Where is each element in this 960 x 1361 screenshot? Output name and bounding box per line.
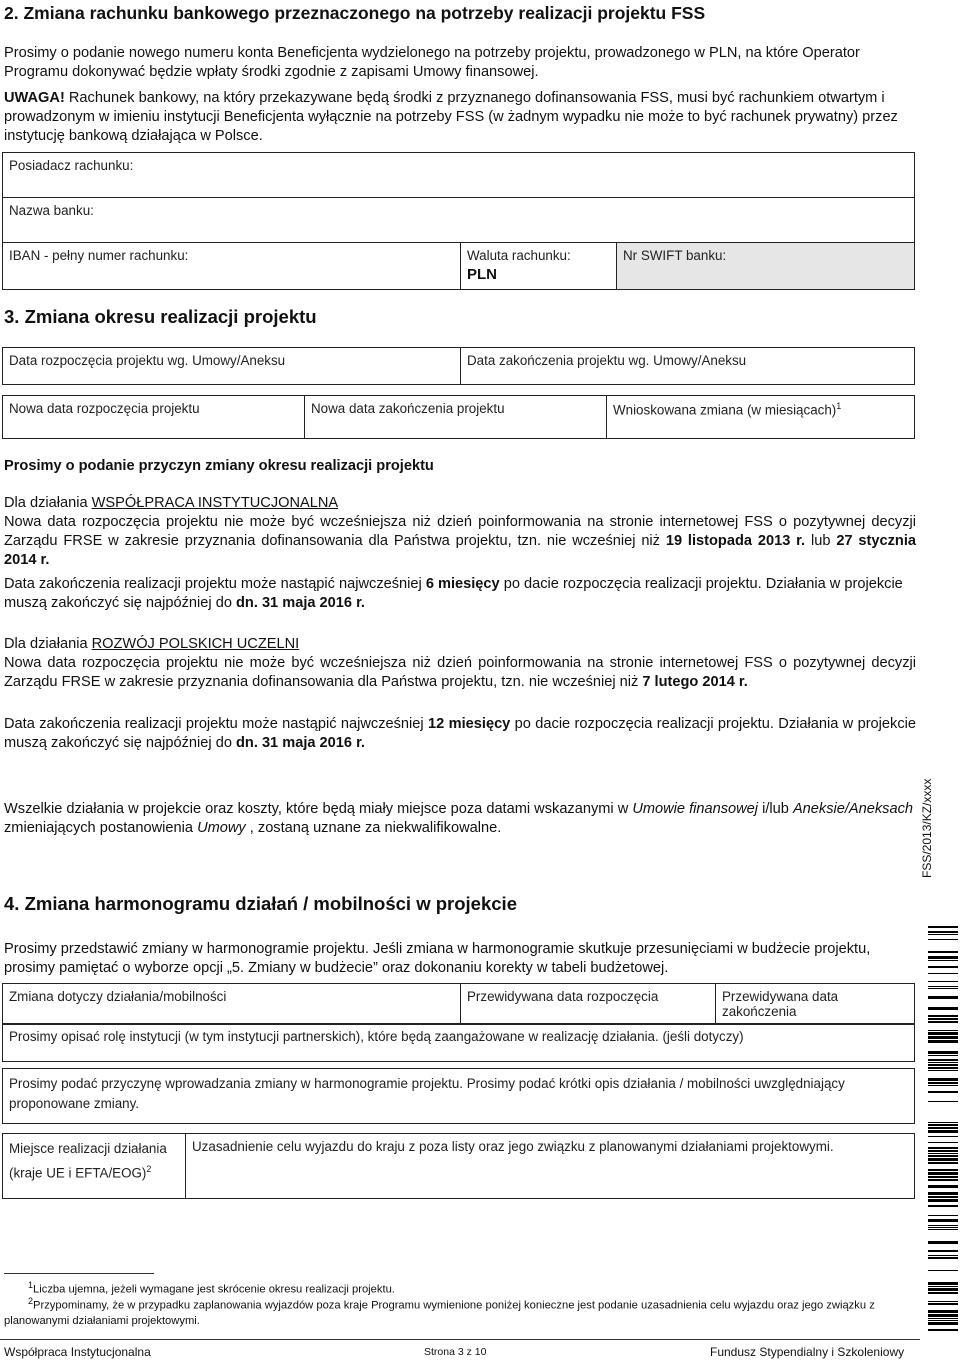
section-4-title: 4. Zmiana harmonogramu działań / mobilności w projekcie xyxy=(4,893,517,914)
barcode-bar xyxy=(928,1018,958,1020)
barcode-bar xyxy=(928,1122,958,1123)
swift-field[interactable] xyxy=(617,243,915,290)
barcode-bar xyxy=(928,1227,958,1228)
footnote-2-text: Przypominamy, że w przypadku zaplanowania wyjazdów poza kraje Programu wymienione poniżej konieczne jest podanie uzasadnienia celu wyjazdu oraz jego związku z planowanymi działaniami projektowymi. xyxy=(4,1299,875,1327)
barcode-bar xyxy=(928,926,958,928)
barcode-bar xyxy=(928,1241,958,1244)
footer-left: Współpraca Instytucjonalna xyxy=(4,1345,151,1359)
barcode-image xyxy=(928,926,958,1336)
barcode-bar xyxy=(928,1303,958,1305)
note-umowy: Umowy xyxy=(197,820,246,836)
barcode-bar xyxy=(928,1196,958,1198)
barcode-bar xyxy=(928,1301,958,1302)
note-text-c: i/lub xyxy=(758,801,793,817)
barcode-bar xyxy=(928,1292,958,1294)
footnote-2 xyxy=(4,1294,918,1329)
bank-name-field[interactable] xyxy=(3,198,915,243)
barcode-bar xyxy=(928,939,958,940)
original-start-date-field[interactable] xyxy=(3,348,461,385)
footnote-2-number: 2 xyxy=(28,1296,34,1306)
activity-label: Zmiana dotyczy działania/mobilności xyxy=(9,989,227,1004)
barcode-bar xyxy=(928,1320,958,1321)
barcode-bar xyxy=(928,1136,958,1137)
action-1-start-rule xyxy=(4,513,916,570)
action-2-deadline: dn. 31 maja 2016 r. xyxy=(236,735,365,751)
bank-name-label: Nazwa banku: xyxy=(9,203,94,218)
institution-role-field[interactable] xyxy=(3,1024,915,1062)
barcode-bar xyxy=(928,1310,958,1313)
justification-field[interactable] xyxy=(186,1134,915,1199)
barcode-bar xyxy=(928,1250,958,1252)
action-1-prefix: Dla działania xyxy=(4,495,92,511)
barcode-bar xyxy=(928,1055,958,1056)
action-2-end-text-c: po dacie rozpoczęcia realizacji projektu. Działania w projekcie muszą zakończyć się najpóźniej do xyxy=(4,716,916,751)
barcode-bar xyxy=(928,1229,958,1230)
planned-end-field[interactable] xyxy=(716,984,915,1025)
action-1-end-text-c: po dacie rozpoczęcia realizacji projektu. Działania w projekcie muszą zakończyć się najpóźniej do xyxy=(4,576,903,611)
footnote-1-number: 1 xyxy=(28,1280,34,1290)
barcode-bar xyxy=(928,1091,958,1093)
barcode-bar xyxy=(928,1322,958,1325)
currency-field xyxy=(461,243,617,290)
action-1-start-text: Nowa data rozpoczęcia projektu nie może być wcześniejsza niż dzień poinformowania na stronie internetowej FSS o pozytywnej decyzji Zarządu FRSE w zakresie przyznania dofinansowania dla Państwa projektu, tzn. nie wcześniej niż xyxy=(4,514,916,549)
institution-role-label: Prosimy opisać rolę instytucji (w tym instytucji partnerskich), które będą zaangażowane w realizację działania. (jeśli dotyczy) xyxy=(9,1029,744,1044)
action-1-date-2: 27 stycznia 2014 r. xyxy=(4,533,916,568)
barcode-bar xyxy=(928,1067,958,1069)
action-2-prefix: Dla działania xyxy=(4,636,92,652)
requested-change-field[interactable] xyxy=(607,396,915,439)
barcode-bar xyxy=(928,1162,958,1164)
note-text-g: , zostaną uznane za niekwalifikowalne. xyxy=(245,820,502,836)
footer-page-number: Strona 3 z 10 xyxy=(424,1346,487,1358)
barcode-bar xyxy=(928,1007,958,1010)
barcode-bar xyxy=(928,1155,958,1157)
barcode-bar xyxy=(928,1225,958,1226)
barcode-bar xyxy=(928,1270,958,1271)
section-2-warning xyxy=(4,89,916,146)
action-2-end-rule xyxy=(4,715,916,753)
action-2-start-rule xyxy=(4,654,916,692)
barcode-bar xyxy=(928,951,958,953)
barcode-bar xyxy=(928,1130,958,1133)
barcode-bar xyxy=(928,1064,958,1066)
new-end-date-field[interactable] xyxy=(305,396,607,439)
action-2-name: ROZWÓJ POLSKICH UCZELNI xyxy=(91,636,300,652)
barcode-bar xyxy=(928,966,958,968)
note-text-a: Wszelkie działania w projekcie oraz koszty, które będą miały miejsce poza datami wskazanymi w xyxy=(4,801,633,817)
barcode-bar xyxy=(928,1199,958,1202)
action-1-date-sep: lub xyxy=(805,533,837,549)
section-2-title: 2. Zmiana rachunku bankowego przeznaczonego na potrzeby realizacji projektu FSS xyxy=(4,3,706,23)
planned-start-label: Przewidywana data rozpoczęcia xyxy=(467,989,659,1004)
barcode-bar xyxy=(928,1051,958,1054)
action-2-end-text-a: Data zakończenia realizacji projektu może nastąpić najwcześniej xyxy=(4,716,429,732)
barcode-bar xyxy=(928,981,958,982)
barcode-bar xyxy=(928,1030,958,1031)
barcode-bar xyxy=(928,1219,958,1222)
side-code: FSS/2013/KZ/xxxx xyxy=(920,778,934,878)
account-holder-field[interactable] xyxy=(3,153,915,198)
barcode-bar xyxy=(928,1101,958,1102)
footnote-ref-1: 1 xyxy=(836,401,842,411)
section-3-title: 3. Zmiana okresu realizacji projektu xyxy=(4,306,317,327)
barcode-bar xyxy=(928,1127,958,1129)
barcode-bar xyxy=(928,988,958,989)
barcode-bar xyxy=(928,1150,958,1152)
new-end-date-label: Nowa data zakończenia projektu xyxy=(311,401,505,416)
change-reason-label: Prosimy podać przyczynę wprowadzania zmiany w harmonogramie projektu. Prosimy podać krótki opis działania / mobilności uwzględniający proponowane zmiany. xyxy=(9,1076,845,1111)
barcode-bar xyxy=(928,973,958,974)
barcode-bar xyxy=(928,1021,958,1023)
barcode-bar xyxy=(928,1169,958,1171)
action-1-date-1: 19 listopada 2013 r. xyxy=(665,533,806,549)
action-1-name: WSPÓŁPRACA INSTYTUCJONALNA xyxy=(91,495,339,511)
note-umowa-finansowa: Umowie finansowej xyxy=(632,801,759,817)
barcode-bar xyxy=(928,1329,958,1331)
swift-label: Nr SWIFT banku: xyxy=(623,248,727,263)
barcode-bar xyxy=(928,1314,958,1317)
barcode-bar xyxy=(928,1142,958,1143)
change-reason-field[interactable] xyxy=(3,1069,915,1124)
section-4-intro: Prosimy przedstawić zmiany w harmonogramie projektu. Jeśli zmiana w harmonogramie skutkuje przesunięciami w budżecie projektu, prosimy pamiętać o wyborze opcji „5. Zmiany w budżecie” oraz dokonaniu korekty w tabeli budżetowej. xyxy=(4,941,871,976)
barcode-bar xyxy=(928,1288,958,1291)
activity-field[interactable] xyxy=(3,984,461,1025)
iban-label: IBAN - pełny numer rachunku: xyxy=(9,248,189,263)
barcode-bar xyxy=(928,1040,958,1043)
iban-field[interactable] xyxy=(3,243,461,290)
barcode-bar xyxy=(928,1082,958,1084)
schedule-table-2 xyxy=(2,1023,915,1062)
barcode-bar xyxy=(928,1158,958,1161)
barcode-bar xyxy=(928,1318,958,1319)
barcode-bar xyxy=(928,986,958,987)
action-1-end-text-a: Data zakończenia realizacji projektu może nastąpić najwcześniej xyxy=(4,576,426,592)
barcode-bar xyxy=(928,1172,958,1175)
currency-value: PLN xyxy=(467,266,497,283)
footnote-divider xyxy=(4,1273,154,1274)
footer-rule xyxy=(0,1339,920,1340)
reasons-title: Prosimy o podanie przyczyn zmiany okresu realizacji projektu xyxy=(4,458,434,474)
barcode-bar xyxy=(928,996,958,999)
barcode-bar xyxy=(928,1286,958,1287)
barcode-bar xyxy=(928,1192,958,1195)
new-start-date-field[interactable] xyxy=(3,396,305,439)
section-2-intro: Prosimy o podanie nowego numeru konta Beneficjenta wydzielonego na potrzeby projektu, prowadzonego w PLN, na które Operator Programu dokonywać będzie wpłaty środki zgodnie z zapisami Umowy finansowej. xyxy=(4,45,860,80)
barcode-bar xyxy=(928,1078,958,1081)
new-start-date-label: Nowa data rozpoczęcia projektu xyxy=(9,401,200,416)
justification-label: Uzasadnienie celu wyjazdu do kraju z poza listy oraz jego związku z planowanymi działaniami projektowymi. xyxy=(192,1139,834,1154)
bank-account-table xyxy=(2,152,915,290)
action-1-end-rule xyxy=(4,575,916,613)
barcode-bar xyxy=(928,1205,958,1207)
action-2-start-text: Nowa data rozpoczęcia projektu nie może być wcześniejsza niż dzień poinformowania na stronie internetowej FSS o pozytywnej decyzji Zarządu FRSE w zakresie przyznania dofinansowania dla Państwa projektu, tzn. nie wcześniej niż xyxy=(4,655,916,690)
warning-text: Rachunek bankowy, na który przekazywane będą środki z przyznanego dofinansowania FSS, musi być rachunkiem otwartym i prowadzonym w imieniu instytucji Beneficjenta wyłącznie na potrzeby FSS (w żadnym wypadku nie może to być rachunek prywatny) przez instytucję bankową działająca w Polsce. xyxy=(4,90,898,144)
place-label: Miejsce realizacji działania (kraje UE i EFTA/EOG) xyxy=(9,1141,167,1181)
note-aneksy: Aneksie/Aneksach xyxy=(792,801,914,817)
barcode-bar xyxy=(928,1215,958,1216)
original-end-date-field[interactable] xyxy=(461,348,915,385)
action-1-min-months: 6 miesięcy xyxy=(425,576,500,592)
barcode-bar xyxy=(928,1036,958,1039)
barcode-bar xyxy=(928,956,958,959)
action-2-date: 7 lutego 2014 r. xyxy=(642,674,748,690)
project-period-table-1 xyxy=(2,347,915,385)
barcode-bar xyxy=(928,1062,958,1063)
barcode-bar xyxy=(928,931,958,933)
planned-end-label: Przewidywana data zakończenia xyxy=(722,989,839,1019)
requested-change-label: Wnioskowana zmiana (w miesiącach) xyxy=(613,402,837,418)
barcode-bar xyxy=(928,1059,958,1061)
footer-right: Fundusz Stypendialny i Szkoleniowy xyxy=(710,1345,905,1359)
barcode-bar xyxy=(928,1257,958,1259)
warning-label: UWAGA! xyxy=(4,90,65,106)
schedule-table-4 xyxy=(2,1133,915,1199)
barcode-bar xyxy=(928,960,958,961)
schedule-table-3 xyxy=(2,1068,915,1124)
action-2-min-months: 12 miesięcy xyxy=(428,716,511,732)
planned-start-field[interactable] xyxy=(461,984,716,1025)
note-text-e: zmieniających postanowienia xyxy=(4,820,198,836)
barcode-bar xyxy=(928,1176,958,1178)
original-start-date-label: Data rozpoczęcia projektu wg. Umowy/Aneksu xyxy=(9,353,286,368)
barcode-bar xyxy=(928,934,958,935)
barcode-bar xyxy=(928,1032,958,1035)
footnote-ref-2: 2 xyxy=(146,1164,152,1174)
barcode-bar xyxy=(928,1185,958,1188)
barcode-bar xyxy=(928,1153,958,1154)
action-1-deadline: dn. 31 maja 2016 r. xyxy=(236,595,365,611)
schedule-table-1 xyxy=(2,983,915,1025)
ineligibility-note xyxy=(4,800,916,838)
original-end-date-label: Data zakończenia projektu wg. Umowy/Aneksu xyxy=(467,353,747,368)
account-holder-label: Posiadacz rachunku: xyxy=(9,158,134,173)
barcode-bar xyxy=(928,1085,958,1086)
barcode-bar xyxy=(928,1255,958,1256)
action-2-heading xyxy=(4,635,299,654)
currency-label: Waluta rachunku: xyxy=(467,248,571,263)
action-1-heading xyxy=(4,494,338,513)
footnote-1-text: Liczba ujemna, jeżeli wymagane jest skrócenie okresu realizacji projektu. xyxy=(33,1283,395,1296)
barcode-bar xyxy=(928,1015,958,1017)
place-field[interactable] xyxy=(3,1134,186,1199)
barcode-bar xyxy=(928,1124,958,1126)
barcode-bar xyxy=(928,1070,958,1071)
barcode-bar xyxy=(928,1147,958,1149)
barcode-bar xyxy=(928,1282,958,1285)
project-period-table-2 xyxy=(2,395,915,439)
barcode-bar xyxy=(928,1179,958,1181)
